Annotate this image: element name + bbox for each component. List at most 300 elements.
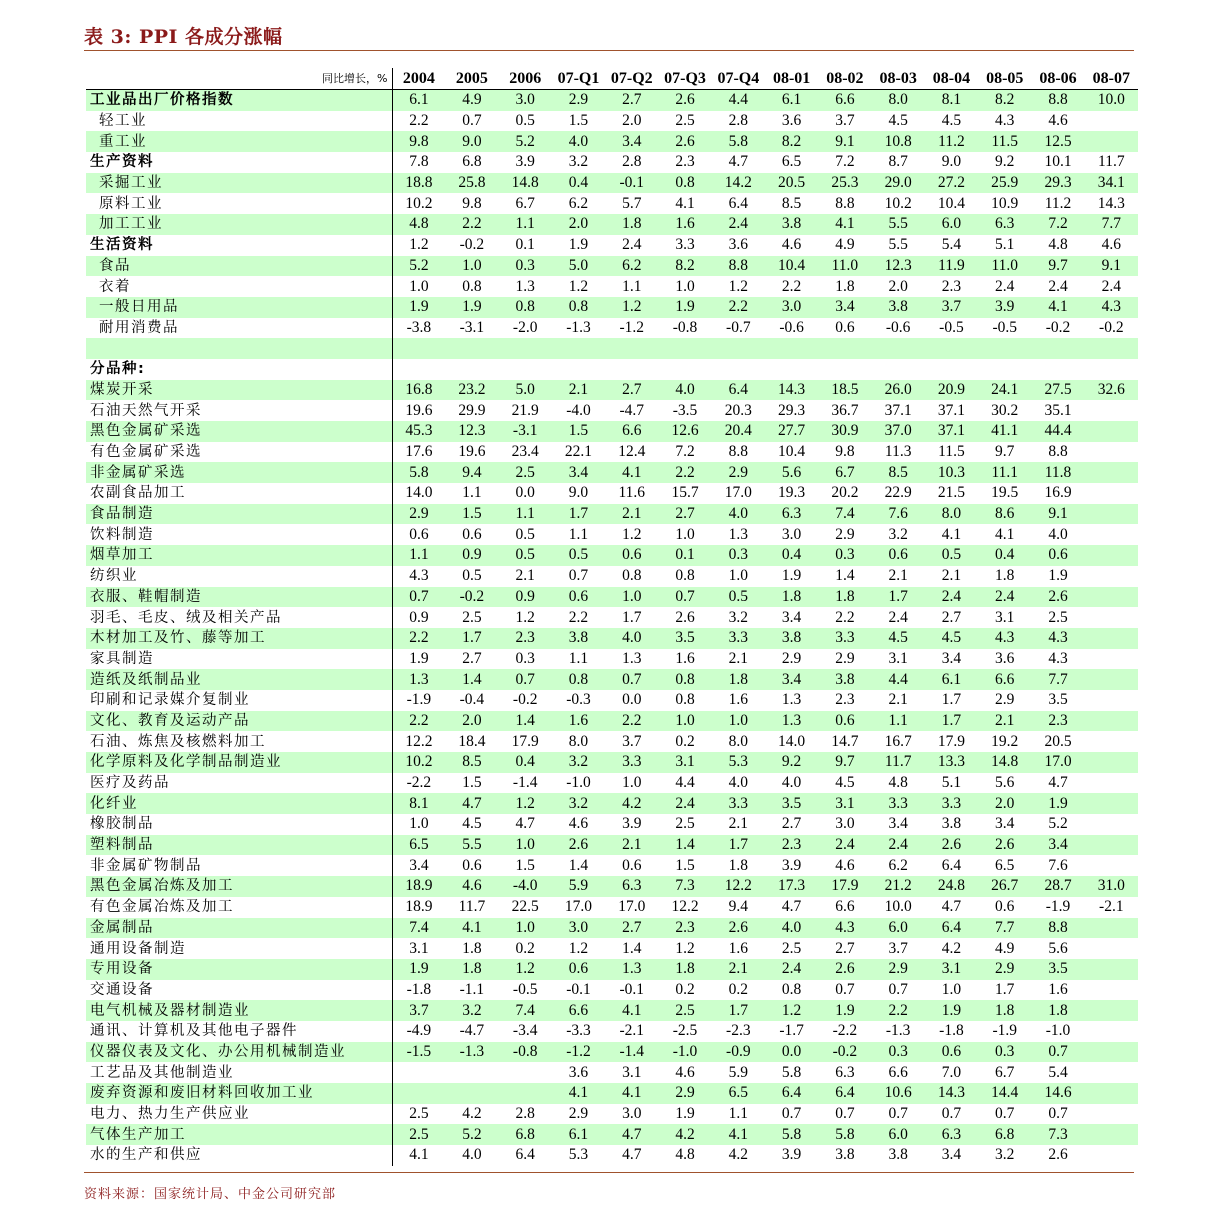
- page-title: 表 3: PPI 各成分涨幅: [84, 26, 283, 48]
- cell-value: 4.8: [888, 774, 908, 792]
- cell-value: -4.0: [566, 401, 591, 419]
- cell-value: 2.7: [835, 939, 855, 957]
- cell-value: 0.3: [818, 545, 871, 566]
- cell-value: 1.8: [462, 939, 482, 957]
- cell-value: 4.8: [392, 214, 445, 235]
- cell-value: 16.8: [392, 380, 445, 401]
- cell-value: 3.8: [765, 628, 818, 649]
- cell-value: 1.2: [765, 1000, 818, 1021]
- cell-value: 2.2: [409, 112, 429, 130]
- table-row: [86, 276, 1138, 297]
- cell-value: 2.9: [872, 959, 925, 980]
- cell-value: 4.1: [675, 194, 695, 212]
- cell-value: 25.3: [818, 173, 871, 194]
- cell-value: 3.4: [605, 131, 658, 152]
- cell-value: 35.1: [1044, 401, 1072, 419]
- cell-value: 4.6: [835, 856, 855, 874]
- cell-value: 3.8: [872, 297, 925, 318]
- cell-value: 0.3: [515, 649, 535, 667]
- cell-value: 4.6: [781, 236, 802, 254]
- cell-value: 3.4: [995, 815, 1015, 833]
- cell-value: 3.7: [392, 1000, 445, 1021]
- cell-value: 3.4: [765, 669, 818, 690]
- cell-value: 4.2: [462, 1105, 482, 1123]
- table-body: [86, 90, 1138, 1166]
- cell-value: 5.6: [1048, 939, 1068, 957]
- cell-value: 4.7: [1048, 774, 1068, 792]
- cell-value: 1.8: [995, 567, 1015, 585]
- cell-value: 8.8: [1031, 918, 1084, 939]
- cell-value: 3.2: [445, 1000, 498, 1021]
- cell-value: 0.4: [499, 752, 552, 773]
- cell-value: 14.0: [778, 732, 806, 750]
- cell-value: 14.0: [405, 484, 433, 502]
- cell-value: 2.4: [765, 959, 818, 980]
- cell-value: 3.2: [568, 153, 589, 171]
- row-label: 石油天然气开采: [86, 400, 392, 421]
- cell-value: 0.8: [781, 980, 802, 998]
- cell-value: 14.4: [978, 1083, 1031, 1104]
- cell-value: 30.2: [991, 401, 1019, 419]
- cell-value: 8.0: [872, 90, 925, 111]
- cell-value: 1.0: [658, 711, 711, 732]
- cell-value: 13.3: [925, 752, 978, 773]
- table-row: [86, 483, 1138, 504]
- cell-value: 3.2: [888, 525, 908, 543]
- row-label: 交通设备: [86, 980, 392, 1001]
- cell-value: 4.0: [765, 918, 818, 939]
- cell-value: 8.6: [978, 504, 1031, 525]
- cell-value: 20.3: [724, 401, 752, 419]
- cell-value: -4.9: [406, 1022, 432, 1040]
- cell-value: 10.4: [937, 194, 966, 212]
- cell-value: 2.9: [658, 1083, 711, 1104]
- cell-value: 5.2: [1048, 815, 1068, 833]
- cell-value: [1085, 773, 1138, 794]
- cell-value: [658, 359, 711, 380]
- cell-value: 3.4: [941, 1146, 962, 1164]
- cell-value: 6.8: [499, 1124, 552, 1145]
- cell-value: [1085, 835, 1138, 856]
- column-header: 07-Q3: [658, 68, 711, 90]
- row-label: 印刷和记录媒介复制业: [86, 690, 392, 711]
- cell-value: 5.8: [712, 131, 765, 152]
- cell-value: 1.5: [568, 112, 589, 130]
- cell-value: 29.0: [872, 173, 925, 194]
- cell-value: [818, 338, 871, 359]
- cell-value: 4.2: [605, 793, 658, 814]
- column-header: 08-04: [925, 68, 978, 90]
- row-label: 羽毛、毛皮、绒及相关产品: [86, 607, 392, 628]
- cell-value: 4.0: [658, 380, 711, 401]
- column-header: 08-02: [818, 68, 871, 90]
- table-row: [86, 318, 1138, 339]
- table-header-row: [86, 68, 1138, 90]
- cell-value: -3.8: [406, 318, 432, 336]
- cell-value: 3.9: [622, 815, 642, 833]
- cell-value: 6.0: [872, 1124, 925, 1145]
- row-label: 生活资料: [86, 235, 392, 256]
- cell-value: -1.8: [406, 980, 432, 998]
- cell-value: 7.2: [675, 443, 695, 461]
- cell-value: 2.4: [658, 793, 711, 814]
- row-label: 非金属矿物制品: [86, 855, 392, 876]
- cell-value: 19.2: [991, 732, 1019, 750]
- row-label: 木材加工及竹、藤等加工: [86, 628, 392, 649]
- cell-value: 4.1: [552, 1083, 605, 1104]
- cell-value: 17.3: [765, 876, 818, 897]
- cell-value: [1085, 1042, 1138, 1063]
- cell-value: 4.9: [835, 236, 855, 254]
- cell-value: 23.4: [511, 443, 539, 461]
- cell-value: 6.6: [835, 898, 855, 916]
- column-header: 07-Q4: [712, 68, 765, 90]
- cell-value: 6.6: [888, 1063, 908, 1081]
- cell-value: 34.1: [1085, 173, 1138, 194]
- column-header: 08-03: [872, 68, 925, 90]
- cell-value: 3.4: [552, 462, 605, 483]
- table-row: [86, 1145, 1138, 1166]
- cell-value: 19.6: [458, 443, 486, 461]
- cell-value: 1.0: [409, 277, 429, 295]
- cell-value: 1.8: [818, 587, 871, 608]
- cell-value: -0.1: [566, 980, 591, 998]
- table-row: [86, 1124, 1138, 1145]
- cell-value: 16.9: [1044, 484, 1072, 502]
- cell-value: 24.1: [978, 380, 1031, 401]
- cell-value: -2.5: [672, 1022, 698, 1040]
- cell-value: 3.4: [1031, 835, 1084, 856]
- cell-value: -4.7: [619, 401, 645, 419]
- cell-value: 4.5: [925, 628, 978, 649]
- cell-value: 3.5: [1048, 691, 1068, 709]
- table-row: [86, 855, 1138, 876]
- row-label: 造纸及纸制品业: [86, 669, 392, 690]
- cell-value: 7.4: [499, 1000, 552, 1021]
- cell-value: 18.9: [392, 876, 445, 897]
- cell-value: 1.9: [445, 297, 498, 318]
- cell-value: [818, 359, 871, 380]
- cell-value: 6.6: [552, 1000, 605, 1021]
- cell-value: 4.4: [675, 774, 695, 792]
- cell-value: 11.5: [978, 131, 1031, 152]
- cell-value: 6.2: [605, 256, 658, 277]
- row-label: 有色金属冶炼及加工: [86, 897, 392, 918]
- cell-value: 0.4: [978, 545, 1031, 566]
- cell-value: 2.2: [392, 711, 445, 732]
- cell-value: 2.4: [818, 835, 871, 856]
- cell-value: 14.8: [499, 173, 552, 194]
- cell-value: 4.1: [409, 1146, 429, 1164]
- cell-value: 0.8: [552, 669, 605, 690]
- cell-value: 11.3: [884, 443, 912, 461]
- cell-value: 6.4: [925, 918, 978, 939]
- cell-value: 4.8: [675, 1146, 695, 1164]
- cell-value: 17.9: [511, 732, 539, 750]
- cell-value: 20.4: [712, 421, 765, 442]
- cell-value: 18.8: [392, 173, 445, 194]
- cell-value: 14.3: [765, 380, 818, 401]
- cell-value: 4.7: [728, 153, 749, 171]
- row-label: 化纤业: [86, 793, 392, 814]
- cell-value: 23.2: [445, 380, 498, 401]
- cell-value: 1.6: [675, 649, 695, 667]
- cell-value: [1085, 545, 1138, 566]
- cell-value: 26.7: [978, 876, 1031, 897]
- cell-value: 0.9: [499, 587, 552, 608]
- cell-value: 30.9: [818, 421, 871, 442]
- cell-value: 4.5: [888, 112, 908, 130]
- cell-value: 27.2: [925, 173, 978, 194]
- row-label: 农副食品加工: [86, 483, 392, 504]
- cell-value: 5.3: [568, 1146, 589, 1164]
- cell-value: 1.2: [409, 236, 429, 254]
- cell-value: 21.9: [511, 401, 539, 419]
- cell-value: 4.9: [445, 90, 498, 111]
- cell-value: 2.8: [622, 153, 642, 171]
- cell-value: 6.7: [818, 462, 871, 483]
- cell-value: 37.1: [937, 401, 966, 419]
- cell-value: 3.4: [818, 297, 871, 318]
- cell-value: 1.4: [568, 856, 589, 874]
- cell-value: -0.2: [1045, 318, 1071, 336]
- column-header: 2005: [445, 68, 498, 90]
- cell-value: 4.7: [605, 1124, 658, 1145]
- cell-value: 3.2: [995, 1146, 1015, 1164]
- cell-value: [1085, 421, 1138, 442]
- cell-value: 12.5: [1031, 131, 1084, 152]
- cell-value: 2.1: [978, 711, 1031, 732]
- cell-value: 10.1: [1044, 153, 1072, 171]
- cell-value: -0.6: [885, 318, 911, 336]
- cell-value: 8.8: [835, 194, 855, 212]
- table-row: [86, 628, 1138, 649]
- cell-value: 3.1: [818, 793, 871, 814]
- cell-value: 18.5: [818, 380, 871, 401]
- cell-value: 11.0: [978, 256, 1031, 277]
- cell-value: 2.6: [658, 90, 711, 111]
- cell-value: -4.0: [499, 876, 552, 897]
- cell-value: 5.3: [712, 752, 765, 773]
- cell-value: 3.4: [941, 649, 962, 667]
- cell-value: 3.0: [835, 815, 855, 833]
- cell-value: 2.2: [872, 1000, 925, 1021]
- table-row: [86, 731, 1138, 752]
- cell-value: 1.8: [1031, 1000, 1084, 1021]
- cell-value: 3.8: [941, 815, 962, 833]
- cell-value: 2.1: [605, 835, 658, 856]
- cell-value: 1.7: [552, 504, 605, 525]
- cell-value: 2.6: [1048, 1146, 1068, 1164]
- cell-value: 8.2: [978, 90, 1031, 111]
- cell-value: [1031, 338, 1084, 359]
- table-row: [86, 669, 1138, 690]
- cell-value: 1.9: [1031, 793, 1084, 814]
- cell-value: 1.0: [445, 256, 498, 277]
- cell-value: 3.2: [552, 752, 605, 773]
- row-label: 衣服、鞋帽制造: [86, 587, 392, 608]
- row-label: 轻工业: [86, 111, 392, 132]
- cell-value: 0.7: [462, 112, 482, 130]
- cell-value: 4.2: [728, 1146, 749, 1164]
- cell-value: 8.0: [568, 732, 589, 750]
- cell-value: 37.0: [872, 421, 925, 442]
- cell-value: 11.0: [818, 256, 871, 277]
- cell-value: 3.2: [552, 793, 605, 814]
- row-label: 烟草加工: [86, 545, 392, 566]
- cell-value: 3.1: [995, 608, 1015, 626]
- cell-value: 4.5: [941, 112, 962, 130]
- cell-value: 3.8: [552, 628, 605, 649]
- cell-value: 1.3: [728, 525, 749, 543]
- cell-value: 0.5: [712, 587, 765, 608]
- cell-value: 12.2: [671, 898, 699, 916]
- cell-value: 2.2: [568, 608, 589, 626]
- row-label: 饮料制造: [86, 524, 392, 545]
- cell-value: 4.3: [409, 567, 429, 585]
- table-row: [86, 1000, 1138, 1021]
- cell-value: 1.0: [499, 835, 552, 856]
- cell-value: 21.5: [937, 484, 966, 502]
- cell-value: 2.6: [658, 131, 711, 152]
- cell-value: 0.6: [1031, 545, 1084, 566]
- cell-value: 2.9: [712, 462, 765, 483]
- cell-value: 5.1: [941, 774, 962, 792]
- cell-value: 11.7: [872, 752, 925, 773]
- cell-value: -1.5: [392, 1042, 445, 1063]
- cell-value: 4.3: [1031, 628, 1084, 649]
- cell-value: 9.7: [995, 443, 1015, 461]
- cell-value: 1.9: [1048, 567, 1068, 585]
- cell-value: -0.2: [512, 691, 538, 709]
- cell-value: [1085, 400, 1138, 421]
- cell-value: 0.2: [675, 980, 695, 998]
- cell-value: 1.4: [622, 939, 642, 957]
- cell-value: [712, 359, 765, 380]
- cell-value: 12.4: [618, 443, 646, 461]
- source-note: 资料来源：国家统计局、中金公司研究部: [84, 1187, 337, 1202]
- cell-value: 9.0: [445, 131, 498, 152]
- cell-value: 2.0: [445, 711, 498, 732]
- cell-value: 4.6: [1048, 112, 1068, 130]
- cell-value: 4.4: [872, 669, 925, 690]
- cell-value: -1.3: [445, 1042, 498, 1063]
- cell-value: -2.1: [619, 1022, 645, 1040]
- cell-value: 0.5: [925, 545, 978, 566]
- cell-value: 6.5: [781, 153, 802, 171]
- cell-value: 8.0: [925, 504, 978, 525]
- cell-value: [872, 338, 925, 359]
- cell-value: -1.3: [885, 1022, 911, 1040]
- cell-value: 6.4: [941, 856, 962, 874]
- cell-value: 5.7: [622, 194, 642, 212]
- cell-value: 2.6: [675, 608, 695, 626]
- cell-value: [1085, 669, 1138, 690]
- cell-value: 6.5: [995, 856, 1015, 874]
- cell-value: 8.8: [1031, 90, 1084, 111]
- column-header: 08-01: [765, 68, 818, 90]
- cell-value: 3.8: [835, 1146, 855, 1164]
- cell-value: 0.0: [622, 691, 642, 709]
- cell-value: 4.1: [605, 1083, 658, 1104]
- cell-value: [1085, 649, 1138, 670]
- cell-value: 6.0: [925, 214, 978, 235]
- cell-value: 2.6: [1031, 587, 1084, 608]
- cell-value: 2.5: [1048, 608, 1068, 626]
- cell-value: 4.9: [995, 939, 1015, 957]
- cell-value: [1085, 855, 1138, 876]
- cell-value: 1.0: [409, 815, 429, 833]
- cell-value: 8.5: [445, 752, 498, 773]
- cell-value: 4.3: [978, 628, 1031, 649]
- row-label: 食品: [86, 256, 392, 277]
- cell-value: [1085, 524, 1138, 545]
- cell-value: 4.2: [658, 1124, 711, 1145]
- cell-value: 6.2: [888, 856, 908, 874]
- cell-value: [552, 338, 605, 359]
- cell-value: 2.2: [605, 711, 658, 732]
- cell-value: 31.0: [1085, 876, 1138, 897]
- cell-value: 0.9: [409, 608, 429, 626]
- cell-value: 4.0: [552, 131, 605, 152]
- cell-value: 6.2: [568, 194, 589, 212]
- cell-value: 12.6: [658, 421, 711, 442]
- row-label: 工艺品及其他制造业: [86, 1062, 392, 1083]
- cell-value: 6.3: [605, 876, 658, 897]
- cell-value: -1.0: [566, 774, 591, 792]
- cell-value: 1.5: [462, 774, 482, 792]
- cell-value: 4.0: [728, 774, 749, 792]
- cell-value: 10.8: [872, 131, 925, 152]
- cell-value: 27.7: [765, 421, 818, 442]
- cell-value: 25.9: [978, 173, 1031, 194]
- cell-value: 3.8: [818, 669, 871, 690]
- cell-value: 7.2: [835, 153, 855, 171]
- cell-value: 4.1: [605, 1000, 658, 1021]
- cell-value: 2.9: [781, 649, 802, 667]
- cell-value: 6.7: [995, 1063, 1015, 1081]
- cell-value: 1.6: [728, 691, 749, 709]
- cell-value: 0.6: [818, 711, 871, 732]
- cell-value: 2.7: [605, 90, 658, 111]
- cell-value: 9.8: [835, 443, 855, 461]
- cell-value: 1.8: [445, 959, 498, 980]
- cell-value: [872, 359, 925, 380]
- cell-value: 18.9: [405, 898, 433, 916]
- cell-value: 6.8: [462, 153, 482, 171]
- cell-value: 6.1: [765, 90, 818, 111]
- cell-value: [978, 338, 1031, 359]
- cell-value: [1085, 918, 1138, 939]
- table-row: [86, 1083, 1138, 1104]
- bottom-divider: [84, 1172, 1134, 1173]
- row-label: 黑色金属冶炼及加工: [86, 876, 392, 897]
- cell-value: -0.2: [445, 587, 498, 608]
- cell-value: 1.3: [515, 277, 535, 295]
- cell-value: 10.4: [778, 443, 806, 461]
- row-label: 重工业: [86, 131, 392, 152]
- cell-value: 7.7: [1085, 214, 1138, 235]
- cell-value: 2.0: [978, 793, 1031, 814]
- cell-value: 0.6: [605, 545, 658, 566]
- row-label: 生产资料: [86, 152, 392, 173]
- cell-value: -0.9: [712, 1042, 765, 1063]
- cell-value: 6.6: [818, 90, 871, 111]
- cell-value: -0.4: [459, 691, 485, 709]
- cell-value: 5.9: [552, 876, 605, 897]
- table-row: [86, 793, 1138, 814]
- cell-value: [1085, 504, 1138, 525]
